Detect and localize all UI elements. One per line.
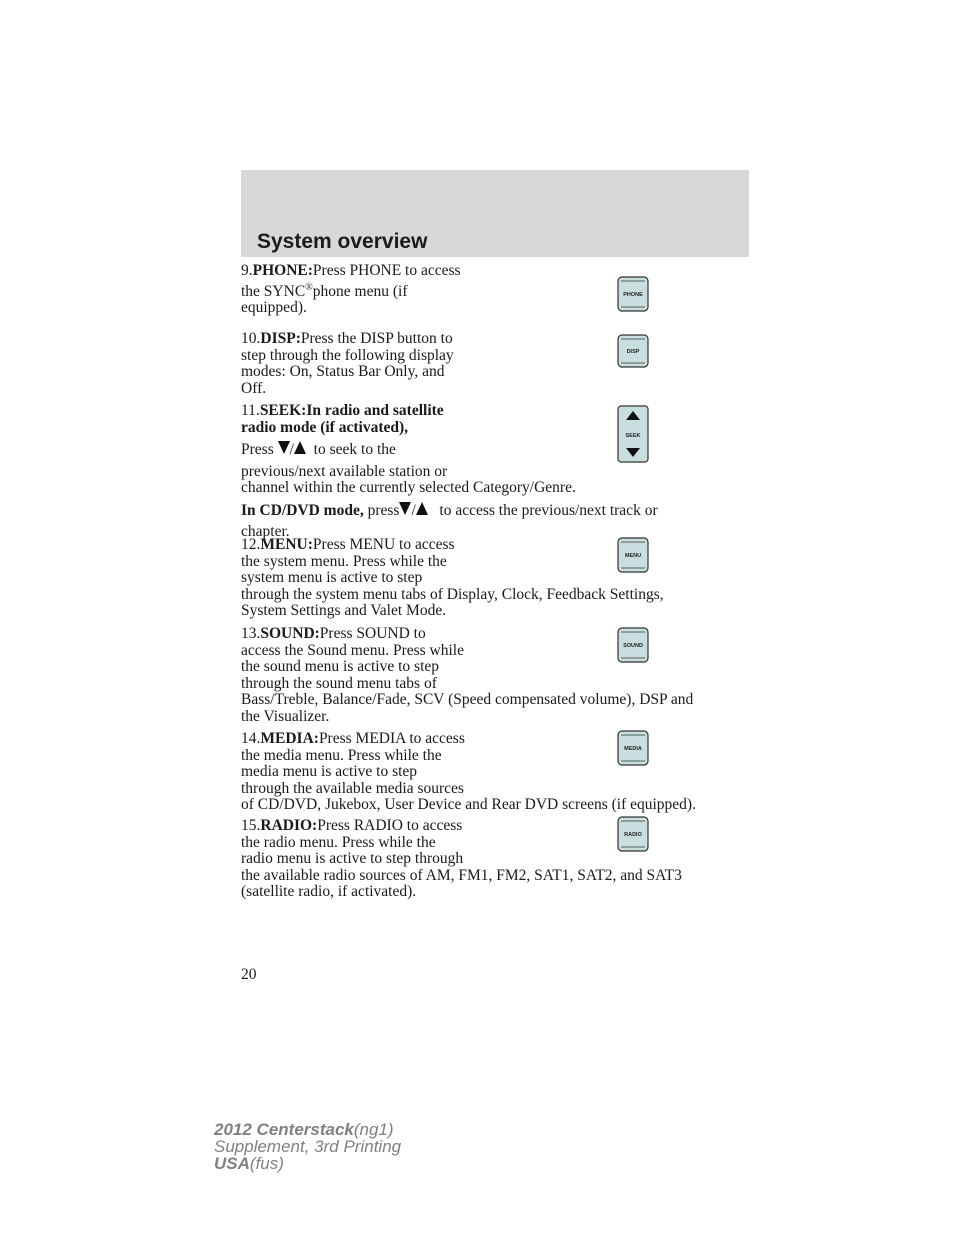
svg-text:DISP: DISP	[626, 349, 640, 355]
item-text: radio menu is active to step through	[241, 850, 464, 867]
footer-region-code: (fus)	[249, 1154, 284, 1173]
footer-region: USA	[214, 1154, 250, 1173]
track-up-triangle-icon	[416, 502, 428, 515]
item-text: of CD/DVD, Jukebox, User Device and Rear DVD screens (if equipped).	[241, 796, 696, 813]
item-title: DISP:	[260, 330, 301, 347]
item-title: MEDIA:	[260, 730, 319, 747]
seek-button-icon	[617, 405, 649, 463]
item-text: phone menu (if	[312, 282, 408, 300]
item-text: chapter.	[241, 523, 290, 540]
phone-button-icon	[617, 276, 649, 312]
item-text: step through the following display	[241, 346, 454, 364]
item-text: through the system menu tabs of Display, Clock, Feedback Settings,	[241, 585, 664, 603]
item-text: Press MENU to access	[312, 536, 455, 553]
media-button-icon	[617, 730, 649, 766]
svg-text:PHONE: PHONE	[623, 292, 643, 298]
item-text: to seek to the	[313, 441, 396, 458]
item-title: PHONE:	[252, 262, 313, 279]
page-number: 20	[241, 966, 257, 983]
item-text: Press	[241, 441, 274, 458]
item-text: Press SOUND to	[319, 625, 426, 642]
item-text: Press MEDIA to access	[318, 730, 465, 747]
item-radio	[241, 818, 749, 901]
item-number: 12.	[241, 536, 261, 553]
item-text: access the Sound menu. Press while	[241, 641, 464, 659]
item-text: the Visualizer.	[241, 707, 330, 725]
item-text: press	[367, 501, 400, 519]
footer-code: (ng1)	[353, 1120, 394, 1139]
item-number: 10.	[241, 330, 261, 347]
item-text: modes: On, Status Bar Only, and	[241, 363, 445, 380]
footer-model: 2012 Centerstack	[214, 1120, 354, 1139]
item-title: radio mode (if activated),	[241, 418, 409, 436]
item-title: SEEK:In radio and satellite	[259, 402, 444, 419]
item-text: Off.	[241, 379, 267, 397]
document-footer	[214, 1121, 401, 1172]
item-title: In CD/DVD mode,	[241, 501, 364, 519]
item-seek	[241, 403, 749, 541]
item-phone	[241, 263, 749, 317]
item-text: equipped).	[241, 299, 307, 317]
seek-up-triangle-icon	[294, 441, 306, 454]
item-text: /	[289, 441, 294, 458]
item-number: 13.	[241, 625, 261, 642]
item-text: the system menu. Press while the	[241, 552, 447, 570]
item-text: /	[411, 501, 416, 519]
item-title: MENU:	[260, 536, 313, 553]
item-title: RADIO:	[260, 817, 318, 834]
footer-printing: Supplement, 3rd Printing	[214, 1137, 402, 1156]
item-text: the sound menu is active to step	[241, 658, 440, 675]
sound-button-icon	[617, 627, 649, 663]
page-title: System overview	[257, 230, 428, 253]
item-text: System Settings and Valet Mode.	[241, 602, 447, 619]
item-media	[241, 731, 749, 814]
item-text: channel within the currently selected Category/Genre.	[241, 479, 576, 496]
item-text: Press RADIO to access	[317, 817, 463, 834]
item-text: Bass/Treble, Balance/Fade, SCV (Speed compensated volume), DSP and	[241, 691, 694, 708]
svg-text:MENU: MENU	[624, 553, 642, 559]
seek-down-triangle-icon	[278, 441, 290, 454]
item-text: media menu is active to step	[241, 763, 418, 780]
item-text: the media menu. Press while the	[241, 746, 442, 764]
item-number: 14.	[241, 730, 261, 747]
svg-text:RADIO: RADIO	[624, 832, 642, 838]
radio-button-icon	[617, 816, 649, 852]
item-text: the SYNC	[241, 282, 306, 300]
item-text: system menu is active to step	[241, 569, 423, 586]
item-text: (satellite radio, if activated).	[241, 883, 417, 900]
item-text: through the sound menu tabs of	[241, 674, 437, 692]
item-sound	[241, 626, 749, 725]
item-text: the available radio sources of AM, FM1, FM2, SAT1, SAT2, and SAT3	[241, 866, 682, 884]
item-text: previous/next available station or	[241, 462, 448, 480]
svg-text:SEEK: SEEK	[625, 433, 641, 439]
item-number: 15.	[241, 817, 261, 834]
svg-text:MEDIA: MEDIA	[624, 746, 642, 752]
item-disp	[241, 331, 749, 397]
item-text: the radio menu. Press while the	[241, 833, 436, 851]
item-number: 11.	[241, 402, 260, 419]
disp-button-icon	[617, 334, 649, 368]
item-text: Press the DISP button to	[300, 330, 453, 347]
item-menu	[241, 537, 749, 620]
track-down-triangle-icon	[399, 502, 411, 515]
section-header	[241, 170, 749, 257]
item-text: through the available media sources	[241, 779, 464, 797]
item-number: 9.	[241, 262, 253, 279]
item-title: SOUND:	[260, 625, 320, 642]
item-text: to access the previous/next track or	[439, 501, 658, 519]
item-text: Press PHONE to access	[312, 262, 461, 279]
registered-mark: ®	[305, 281, 313, 293]
menu-button-icon	[617, 537, 649, 573]
svg-text:SOUND: SOUND	[623, 643, 643, 649]
